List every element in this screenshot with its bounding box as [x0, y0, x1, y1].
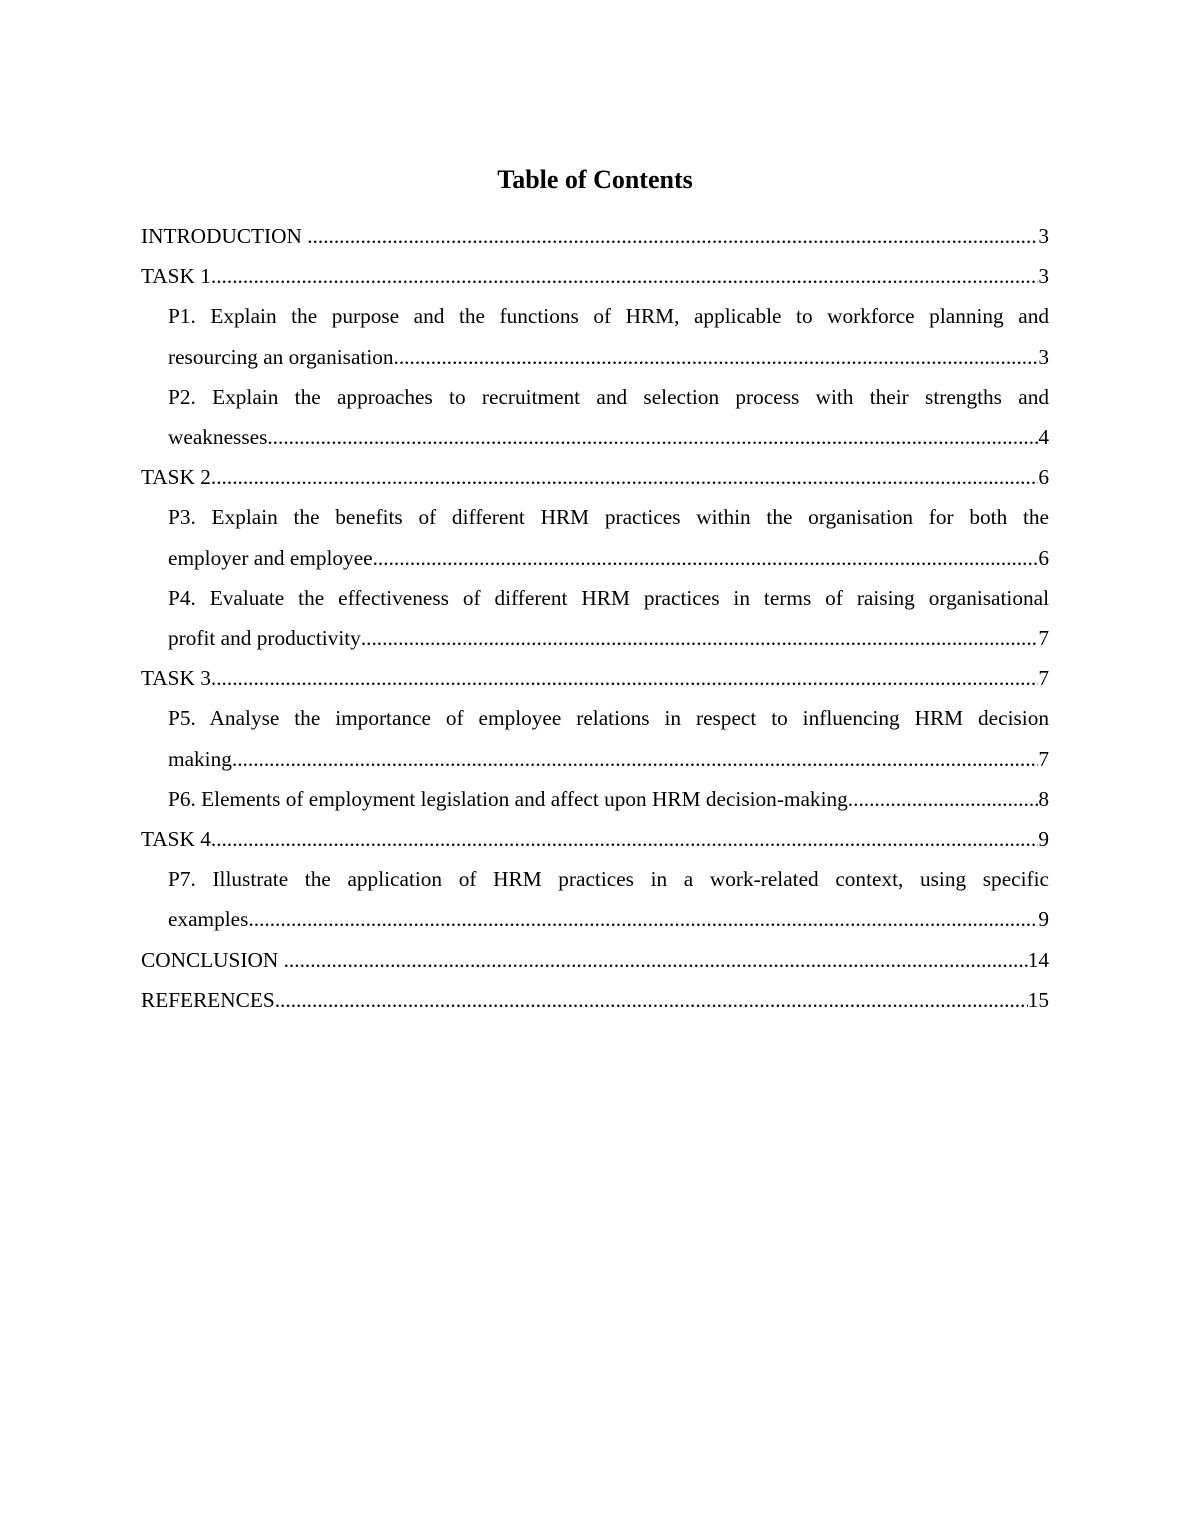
toc-entry-line [168, 739, 1049, 779]
toc-entry[interactable] [141, 859, 1049, 939]
toc-page-number: 9 [1038, 827, 1049, 852]
toc-entry-line [141, 216, 1049, 256]
toc-entry-text: employer and employee [168, 545, 373, 570]
toc-entry-line [168, 337, 1049, 377]
toc-page-number: 15 [1027, 987, 1049, 1012]
dot-leader [361, 618, 1039, 658]
toc-entry[interactable] [141, 216, 1049, 256]
toc-entry-text: P6. Elements of employment legislation and affect upon HRM decision-making [168, 786, 848, 811]
toc-entry-text: profit and productivity [168, 626, 361, 651]
toc-entry-text: INTRODUCTION [141, 224, 308, 248]
dot-leader [232, 739, 1038, 779]
toc-entry-text: REFERENCES [141, 987, 275, 1012]
toc-entry-text: examples [168, 907, 249, 932]
toc-entry-text: resourcing an organisation [168, 344, 394, 369]
toc-page-number: 3 [1038, 224, 1049, 248]
dot-leader [284, 940, 1028, 980]
dot-leader [211, 819, 1038, 859]
table-of-contents [141, 216, 1049, 1020]
toc-entry-line [141, 256, 1049, 296]
toc-entry[interactable] [141, 779, 1049, 819]
toc-entry[interactable] [141, 658, 1049, 698]
toc-entry-text: weaknesses [168, 425, 268, 450]
toc-entry-line [168, 618, 1049, 658]
toc-entry-line [141, 457, 1049, 497]
toc-entry-text: TASK 4 [141, 827, 211, 852]
toc-entry-first-line: P4. Evaluate the effectiveness of different HRM practices in terms of raising organisational [168, 585, 1049, 610]
toc-page-number: 7 [1038, 626, 1049, 651]
toc-page-number: 7 [1038, 746, 1049, 771]
dot-leader [275, 980, 1028, 1020]
toc-entry[interactable] [141, 296, 1049, 376]
dot-leader [394, 337, 1039, 377]
toc-entry-line [141, 940, 1049, 980]
toc-entry[interactable] [141, 819, 1049, 859]
dot-leader [373, 538, 1039, 578]
dot-leader [267, 417, 1038, 457]
toc-entry-text: TASK 3 [141, 666, 211, 691]
toc-page-number: 7 [1038, 666, 1049, 691]
toc-entry-text: CONCLUSION [141, 947, 284, 972]
dot-leader [248, 899, 1038, 939]
toc-entry[interactable] [141, 377, 1049, 457]
toc-entry-text: TASK 2 [141, 465, 211, 490]
toc-page-number: 4 [1038, 425, 1049, 450]
toc-entry-line [141, 819, 1049, 859]
toc-entry-line [168, 899, 1049, 939]
toc-entry-first-line: P2. Explain the approaches to recruitment and selection process with their strengths and [168, 384, 1049, 409]
toc-page-number: 6 [1038, 545, 1049, 570]
toc-entry[interactable] [141, 578, 1049, 658]
toc-page-number: 8 [1038, 786, 1049, 811]
toc-entry-text: making [168, 746, 232, 771]
toc-entry[interactable] [141, 940, 1049, 980]
dot-leader [211, 457, 1038, 497]
page-title: Table of Contents [497, 165, 693, 194]
toc-entry-line [141, 980, 1049, 1020]
dot-leader [307, 216, 1038, 256]
dot-leader [211, 256, 1038, 296]
toc-page-number: 3 [1038, 264, 1049, 289]
toc-entry-first-line: P3. Explain the benefits of different HRM practices within the organisation for both the [168, 505, 1049, 530]
toc-entry[interactable] [141, 256, 1049, 296]
toc-entry-text: TASK 1 [141, 264, 211, 289]
toc-entry-line [141, 658, 1049, 698]
toc-entry-first-line: P7. Illustrate the application of HRM practices in a work-related context, using specific [168, 867, 1049, 892]
toc-page-number: 9 [1038, 907, 1049, 932]
toc-page-number: 6 [1038, 465, 1049, 490]
toc-entry[interactable] [141, 457, 1049, 497]
toc-page-number: 14 [1027, 947, 1049, 972]
toc-entry[interactable] [141, 980, 1049, 1020]
toc-entry-line [168, 779, 1049, 819]
toc-entry[interactable] [141, 497, 1049, 577]
dot-leader [211, 658, 1038, 698]
toc-entry-first-line: P5. Analyse the importance of employee relations in respect to influencing HRM decision [168, 706, 1049, 731]
dot-leader [848, 779, 1039, 819]
toc-entry-line [168, 417, 1049, 457]
toc-entry-first-line: P1. Explain the purpose and the functions of HRM, applicable to workforce planning and [168, 304, 1049, 329]
toc-page-number: 3 [1038, 344, 1049, 369]
toc-entry[interactable] [141, 698, 1049, 778]
toc-entry-line [168, 538, 1049, 578]
